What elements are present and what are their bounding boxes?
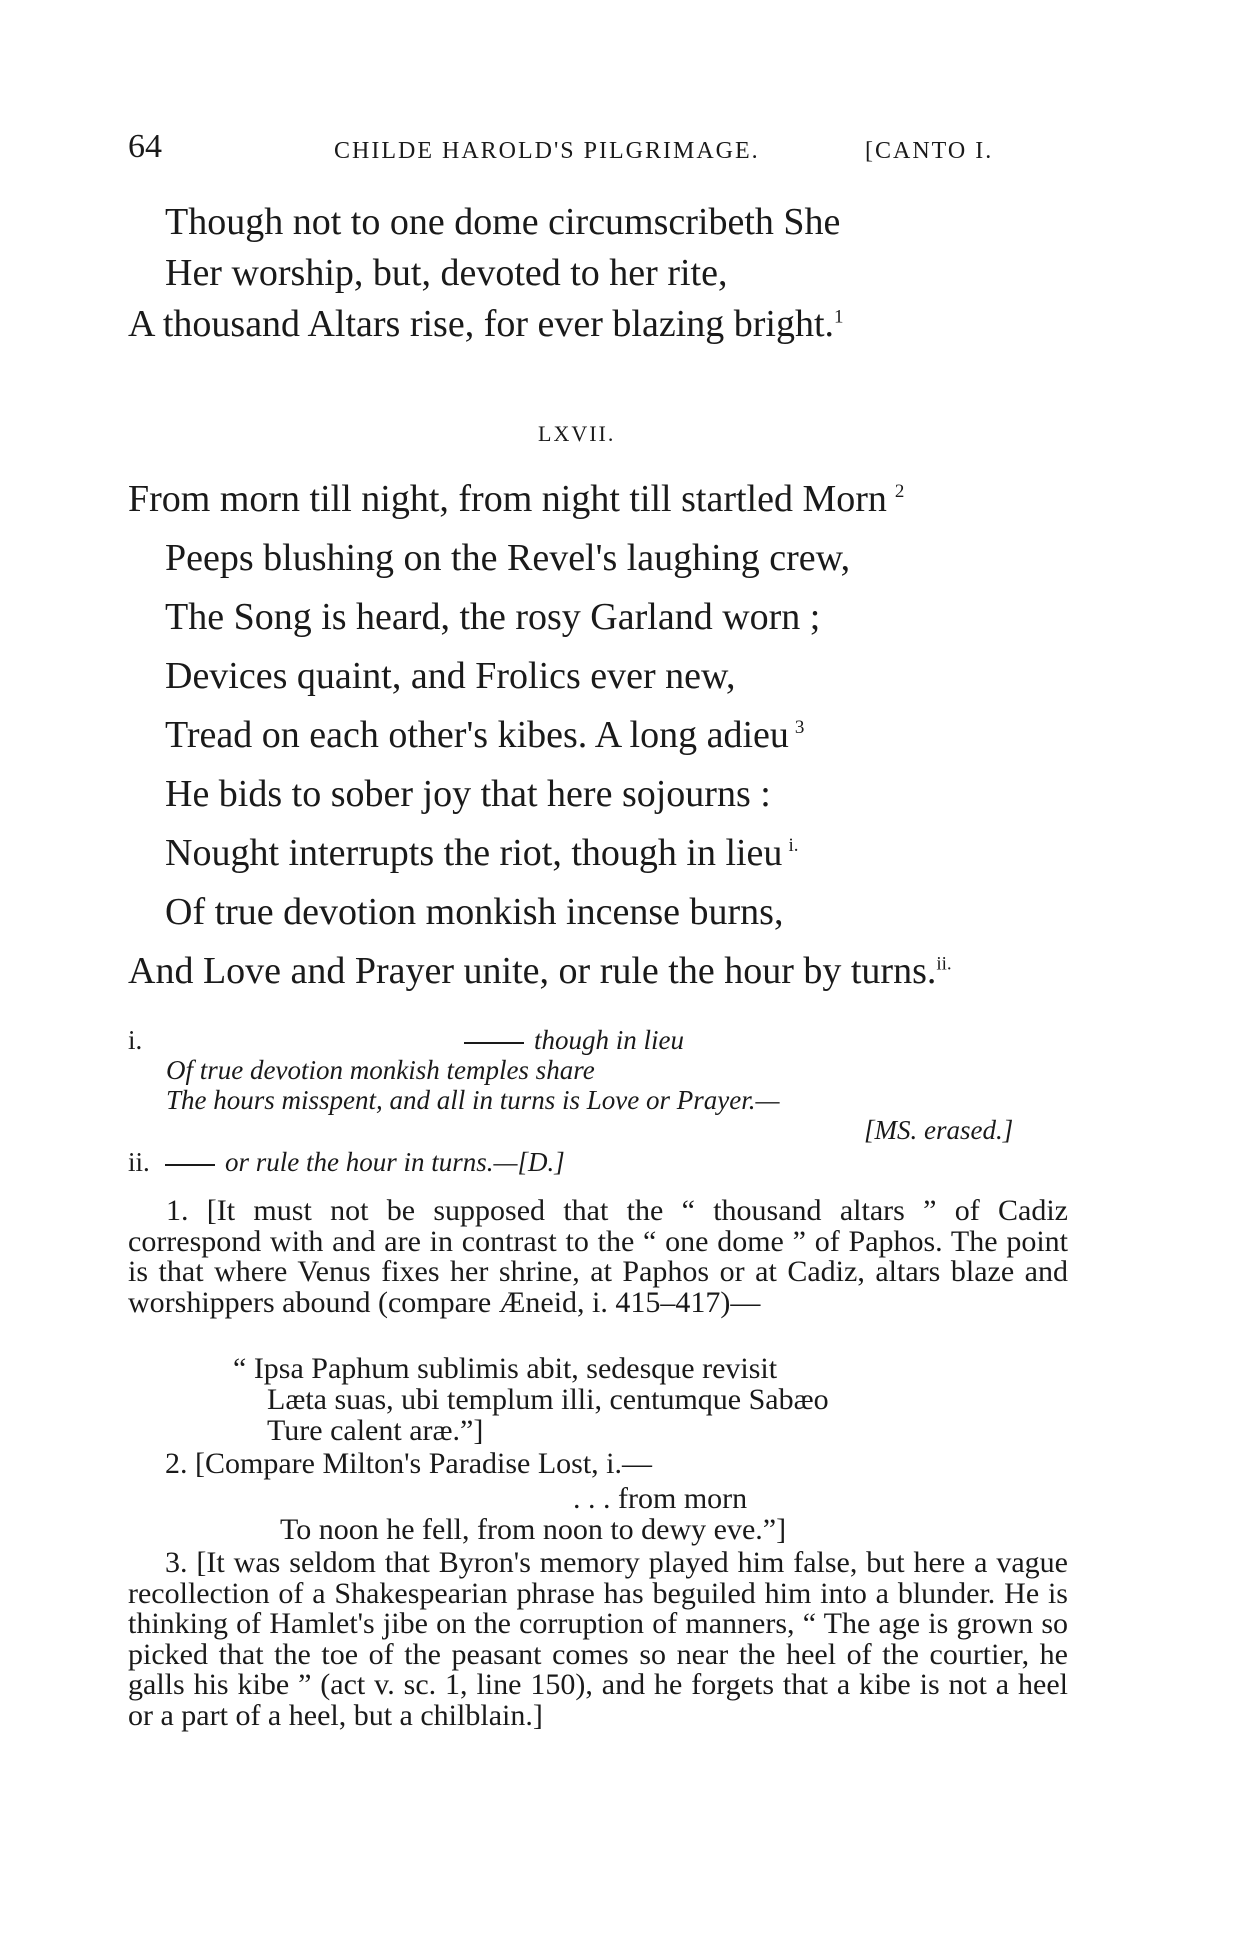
verse-line-text: And Love and Prayer unite, or rule the hour by turns. [128, 950, 937, 992]
em-rule [165, 1164, 215, 1166]
verse-line: He bids to sober joy that here sojourns : [165, 773, 771, 815]
verse-line: Peeps blushing on the Revel's laughing crew, [165, 537, 851, 579]
variant-ii-label: ii. [128, 1147, 150, 1177]
variant-i-line3 [166, 1085, 780, 1115]
variant-source-text: [MS. erased.] [864, 1115, 1014, 1145]
verse-line: The Song is heard, the rosy Garland worn ; [165, 596, 821, 638]
verse-line-text: A thousand Altars rise, for ever blazing bright. [128, 303, 835, 345]
verse-line [128, 477, 904, 521]
variant-i-line2 [166, 1055, 595, 1085]
footnote-3: 3. [It was seldom that Byron's memory played him false, but here a vague recollection of a Shakespearian phrase has beguiled him into a blunder. He is thinking of Hamlet's jibe on the corruption of manners, “ The age is grown so picked that the toe of the peasant comes so near the heel of the courtier, he galls his kibe ” (act v. sc. 1, line 150), and he forgets that a kibe is not a heel or a part of a heel, but a chilblain.] [128, 1546, 1068, 1732]
variant-i-line1 [464, 1025, 684, 1055]
variant-i-source [864, 1115, 1013, 1145]
footnote-2: 2. [Compare Milton's Paradise Lost, i.— [165, 1447, 653, 1480]
variant-text: Of true devotion monkish temples share [166, 1055, 595, 1085]
page-number: 64 [128, 128, 162, 165]
quote-line: To noon he fell, from noon to dewy eve.”] [280, 1513, 787, 1546]
verse-line-text: From morn till night, from night till startled Morn [128, 478, 887, 520]
verse-line [165, 831, 798, 875]
stanza-number: LXVII. [538, 421, 616, 446]
quote-line: Læta suas, ubi templum illi, centumque Sabæo [267, 1383, 829, 1416]
quote-line: . . . from morn [573, 1482, 748, 1515]
verse-line: Though not to one dome circumscribeth She [165, 201, 841, 243]
footnote-ref: 1 [834, 306, 844, 328]
verse-line-text: Nought interrupts the riot, though in lieu [165, 832, 783, 874]
running-title: CHILDE HAROLD'S PILGRIMAGE. [334, 138, 760, 164]
verse-line-text: Tread on each other's kibes. A long adieu [165, 714, 789, 756]
verse-line [165, 713, 804, 757]
footnote-1: 1. [It must not be supposed that the “ thousand altars ” of Cadiz correspond with and are in contrast to the “ one dome ” of Paphos. The point is that where Venus fixes her shrine, at Paphos or at Cadiz, altars blaze and worshippers abound (compare Æneid, i. 415–417)— [128, 1194, 1068, 1319]
variant-text: though in lieu [534, 1025, 684, 1055]
verse-line [128, 949, 952, 993]
quote-line: Ture calent aræ.”] [267, 1414, 484, 1447]
verse-line [128, 302, 844, 346]
quote-line: “ Ipsa Paphum sublimis abit, sedesque revisit [233, 1352, 778, 1385]
variant-text: or rule the hour in turns.—[D.] [225, 1147, 565, 1177]
variant-ref: ii. [936, 953, 952, 975]
running-header [128, 128, 1088, 168]
variant-text: The hours misspent, and all in turns is Love or Prayer.— [166, 1085, 780, 1115]
verse-line: Her worship, but, devoted to her rite, [165, 252, 728, 294]
verse-line: Devices quaint, and Frolics ever new, [165, 655, 736, 697]
em-rule [464, 1042, 524, 1044]
variant-ref: i. [788, 835, 799, 857]
verse-line: Of true devotion monkish incense burns, [165, 891, 784, 933]
variant-ii-text [165, 1147, 565, 1177]
canto-label: [CANTO I. [865, 138, 994, 164]
footnote-ref: 2 [894, 481, 905, 503]
variant-i-label: i. [128, 1025, 143, 1055]
footnote-ref: 3 [794, 717, 805, 739]
